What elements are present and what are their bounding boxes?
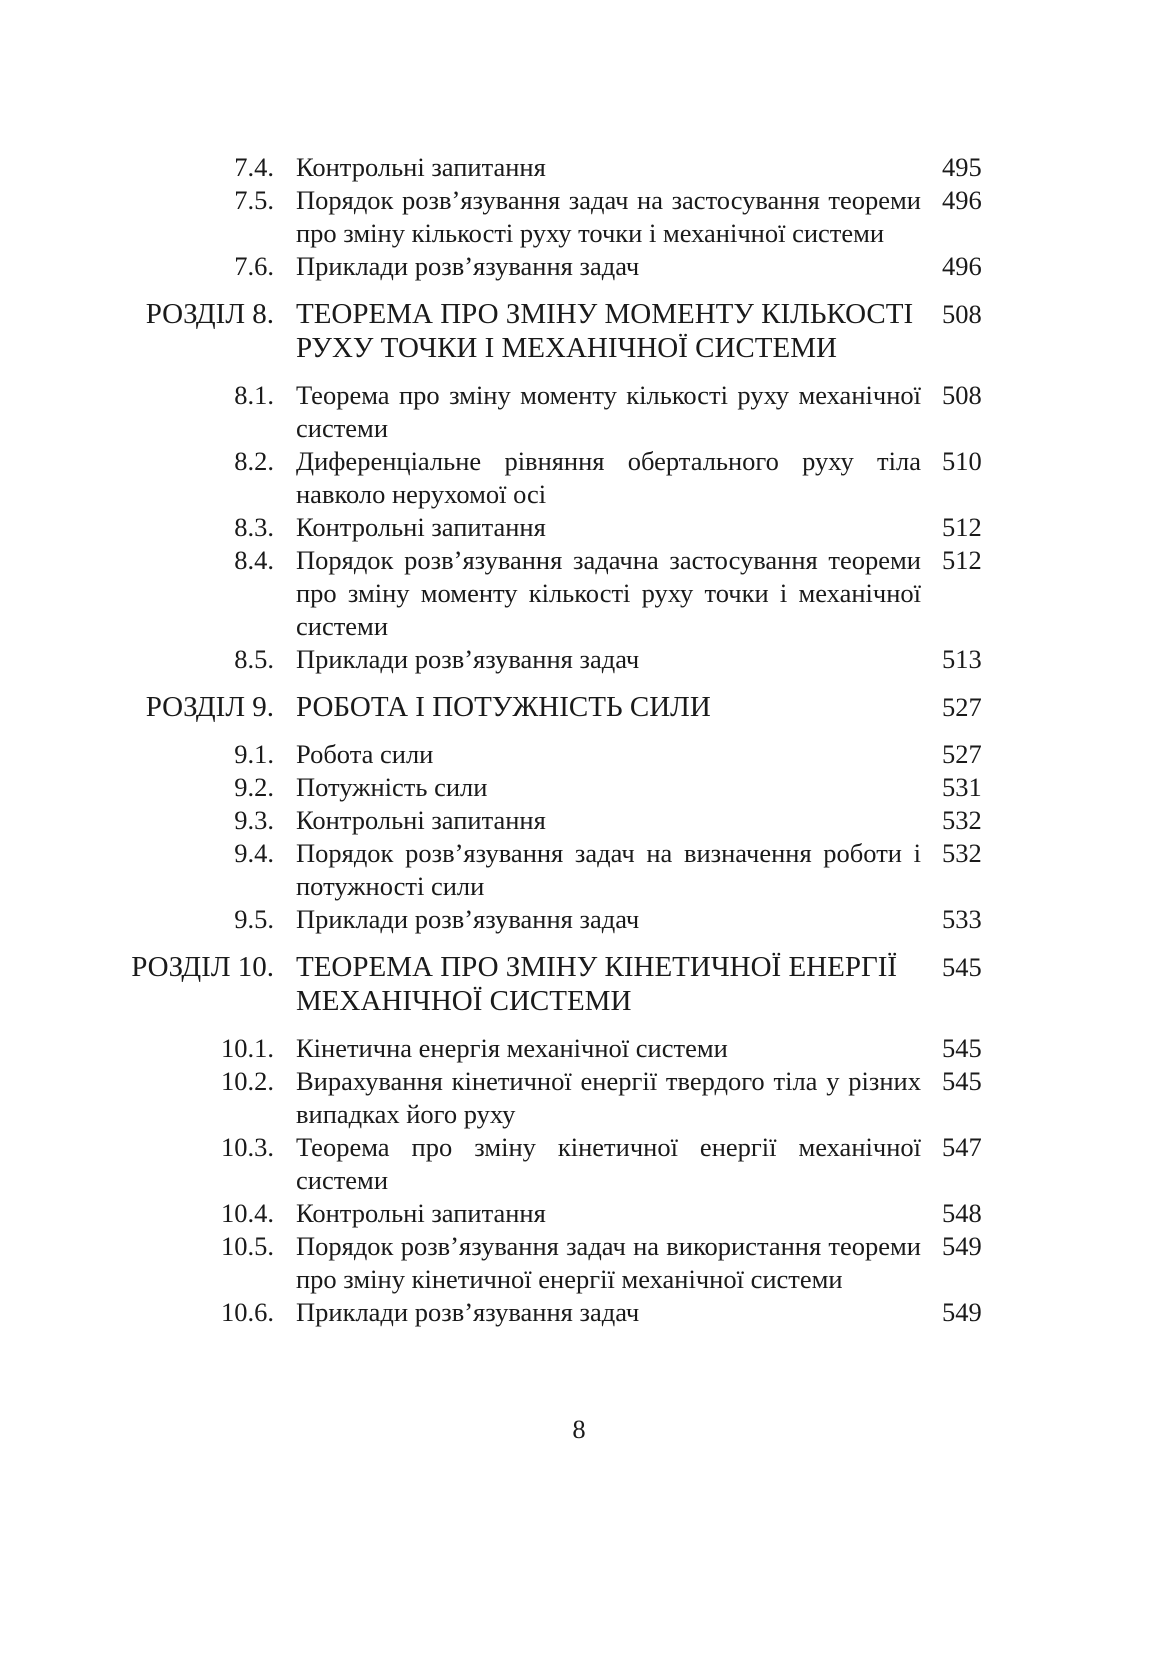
toc-entry-number: 10.3. (221, 1132, 274, 1162)
toc-entry-number: 9.1. (234, 739, 274, 769)
toc-entry-page: 548 (942, 1198, 982, 1228)
toc-entry-7-4 (0, 151, 1158, 184)
toc-entry-title: Кінетична енергія механічної системи (296, 1033, 728, 1063)
toc-entry-page: 512 (942, 512, 982, 542)
toc-entry-title: Контрольні запитання (296, 512, 546, 542)
toc-entry-7-5 (0, 184, 1158, 250)
toc-entry-10-6 (0, 1296, 1158, 1329)
toc-entry-page: 513 (942, 644, 982, 674)
toc-entry-8-1 (0, 379, 1158, 445)
toc-entry-title: Приклади розв’язування задач (296, 644, 640, 674)
toc-entry-number: 7.5. (234, 185, 274, 215)
toc-chapter-8 (0, 297, 1158, 365)
toc-chapter-number: РОЗДІЛ 10. (131, 951, 274, 983)
toc-entry-title: Приклади розв’язування задач (296, 251, 640, 281)
toc-entry-page: 532 (942, 805, 982, 835)
toc-entry-page: 527 (942, 739, 982, 769)
toc-chapter-9 (0, 690, 1158, 724)
toc-entry-number: 10.6. (221, 1297, 274, 1327)
toc-entry-9-2 (0, 771, 1158, 804)
toc-entry-8-4 (0, 544, 1158, 643)
toc-entry-page: 512 (942, 545, 982, 575)
toc-entry-title: Робота сили (296, 739, 434, 769)
toc-entry-9-3 (0, 804, 1158, 837)
toc-entry-10-3 (0, 1131, 1158, 1197)
toc-entry-title: Порядок розв’язування задач на визначення роботи і потужності сили (296, 838, 921, 901)
toc-entry-number: 10.4. (221, 1198, 274, 1228)
toc-entry-title: Потужність сили (296, 772, 488, 802)
toc-entry-9-1 (0, 738, 1158, 771)
toc-entry-10-2 (0, 1065, 1158, 1131)
toc-chapter-page: 545 (942, 952, 982, 982)
toc-entry-number: 10.1. (221, 1033, 274, 1063)
toc-chapter-page: 508 (942, 299, 982, 329)
toc-entry-page: 531 (942, 772, 982, 802)
toc-entry-number: 10.5. (221, 1231, 274, 1261)
toc-entry-number: 8.2. (234, 446, 274, 476)
toc-entry-page: 496 (942, 185, 982, 215)
toc-entry-title: Диференціальне рівняння обертального руху тіла навколо нерухомої осі (296, 446, 921, 509)
toc-entry-page: 495 (942, 152, 982, 182)
toc-entry-number: 9.5. (234, 904, 274, 934)
toc-entry-number: 10.2. (221, 1066, 274, 1096)
toc-entry-page: 532 (942, 838, 982, 868)
toc-entry-10-1 (0, 1032, 1158, 1065)
toc-entry-page: 545 (942, 1066, 982, 1096)
page-number: 8 (572, 1414, 586, 1444)
toc-entry-title: Контрольні запитання (296, 152, 546, 182)
toc-chapter-page: 527 (942, 692, 982, 722)
toc-entry-title: Приклади розв’язування задач (296, 904, 640, 934)
toc-entry-number: 8.1. (234, 380, 274, 410)
toc-entry-title: Приклади розв’язування задач (296, 1297, 640, 1327)
toc-chapter-title: ТЕОРЕМА ПРО ЗМІНУ КІНЕТИЧНОЇ ЕНЕРГІЇ МЕХАНІЧНОЇ СИСТЕМИ (296, 951, 898, 1017)
toc-entry-10-5 (0, 1230, 1158, 1296)
toc-entry-9-4 (0, 837, 1158, 903)
toc-entry-page: 508 (942, 380, 982, 410)
toc-entry-page: 533 (942, 904, 982, 934)
toc-entry-number: 7.6. (234, 251, 274, 281)
toc-entry-8-5 (0, 643, 1158, 676)
toc-entry-title: Контрольні запитання (296, 1198, 546, 1228)
toc-entry-page: 545 (942, 1033, 982, 1063)
toc-entry-number: 9.3. (234, 805, 274, 835)
toc-entry-title: Теорема про зміну моменту кількості руху механічної системи (296, 380, 921, 443)
toc-entry-title: Порядок розв’язування задач на використання теореми про зміну кінетичної енергії механічної системи (296, 1231, 921, 1294)
toc-entry-10-4 (0, 1197, 1158, 1230)
toc-chapter-title: РОБОТА І ПОТУЖНІСТЬ СИЛИ (296, 691, 711, 723)
toc-entry-number: 9.2. (234, 772, 274, 802)
toc-entry-title: Контрольні запитання (296, 805, 546, 835)
toc-entry-page: 549 (942, 1231, 982, 1261)
toc-entry-title: Порядок розв’язування задачна застосування теореми про зміну моменту кількості руху точки і механічної системи (296, 545, 921, 641)
toc-entry-title: Теорема про зміну кінетичної енергії механічної системи (296, 1132, 921, 1195)
toc-entry-number: 7.4. (234, 152, 274, 182)
table-of-contents (0, 151, 1158, 1329)
toc-entry-9-5 (0, 903, 1158, 936)
toc-entry-page: 496 (942, 251, 982, 281)
toc-entry-title: Порядок розв’язування задач на застосування теореми про зміну кількості руху точки і механічної системи (296, 185, 921, 248)
toc-entry-title: Вирахування кінетичної енергії твердого тіла у різних випадках його руху (296, 1066, 921, 1129)
toc-entry-8-3 (0, 511, 1158, 544)
toc-entry-page: 510 (942, 446, 982, 476)
toc-chapter-title: ТЕОРЕМА ПРО ЗМІНУ МОМЕНТУ КІЛЬКОСТІ РУХУ ТОЧКИ І МЕХАНІЧНОЇ СИСТЕМИ (296, 298, 914, 364)
toc-entry-number: 8.3. (234, 512, 274, 542)
toc-entry-8-2 (0, 445, 1158, 511)
toc-entry-page: 547 (942, 1132, 982, 1162)
toc-entry-number: 9.4. (234, 838, 274, 868)
toc-chapter-number: РОЗДІЛ 8. (145, 298, 274, 330)
toc-chapter-10 (0, 950, 1158, 1018)
toc-entry-number: 8.4. (234, 545, 274, 575)
toc-chapter-number: РОЗДІЛ 9. (145, 691, 274, 723)
toc-entry-7-6 (0, 250, 1158, 283)
toc-entry-page: 549 (942, 1297, 982, 1327)
toc-entry-number: 8.5. (234, 644, 274, 674)
